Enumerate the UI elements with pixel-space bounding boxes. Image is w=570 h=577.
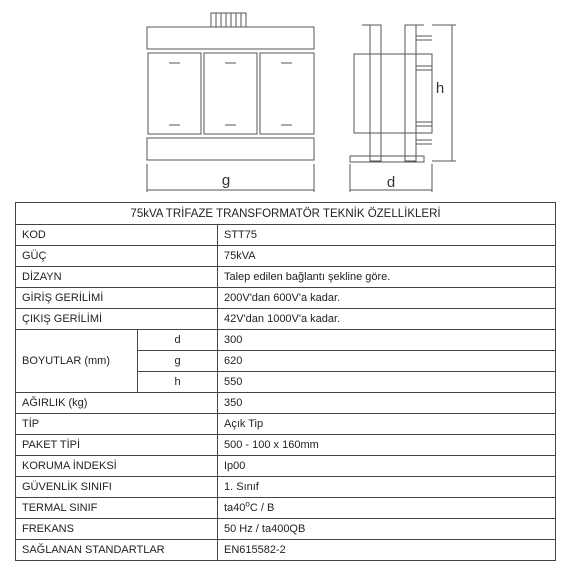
thermal-value xyxy=(218,498,556,519)
row-value: EN615582-2 xyxy=(218,540,556,561)
row-value: Açık Tip xyxy=(218,414,556,435)
row-label: DİZAYN xyxy=(16,267,218,288)
row-label: GİRİŞ GERİLİMİ xyxy=(16,288,218,309)
side-view xyxy=(350,25,456,192)
dimension-row-d xyxy=(16,330,556,351)
dimension-key: h xyxy=(138,372,218,393)
row-value: 350 xyxy=(218,393,556,414)
table-title-row xyxy=(16,203,556,225)
table-row xyxy=(16,456,556,477)
row-value: Talep edilen bağlantı şekline göre. xyxy=(218,267,556,288)
table-row xyxy=(16,498,556,519)
row-value: 42V'dan 1000V'a kadar. xyxy=(218,309,556,330)
table-row xyxy=(16,519,556,540)
dimension-key: g xyxy=(138,351,218,372)
dimensions-label: BOYUTLAR (mm) xyxy=(16,330,138,393)
row-value: 200V'dan 600V'a kadar. xyxy=(218,288,556,309)
dimension-value: 550 xyxy=(218,372,556,393)
table-row xyxy=(16,540,556,561)
row-label: FREKANS xyxy=(16,519,218,540)
thermal-value-post: C / B xyxy=(249,502,275,514)
table-row xyxy=(16,267,556,288)
row-label: ÇIKIŞ GERİLİMİ xyxy=(16,309,218,330)
dimension-value: 620 xyxy=(218,351,556,372)
table-row xyxy=(16,288,556,309)
row-label: TİP xyxy=(16,414,218,435)
row-value: Ip00 xyxy=(218,456,556,477)
row-label: AĞIRLIK (kg) xyxy=(16,393,218,414)
table-row xyxy=(16,393,556,414)
thermal-value-pre: ta40 xyxy=(224,502,246,514)
table-row xyxy=(16,435,556,456)
transformer-drawing xyxy=(0,0,570,200)
table-row xyxy=(16,477,556,498)
table-row xyxy=(16,414,556,435)
dimension-key: d xyxy=(138,330,218,351)
table-row xyxy=(16,246,556,267)
front-view xyxy=(147,13,314,192)
depth-label: d xyxy=(386,174,396,191)
row-value: 75kVA xyxy=(218,246,556,267)
row-value: 500 - 100 x 160mm xyxy=(218,435,556,456)
height-label: h xyxy=(435,80,445,97)
row-value: STT75 xyxy=(218,225,556,246)
row-label: KORUMA İNDEKSİ xyxy=(16,456,218,477)
table-row xyxy=(16,309,556,330)
spec-table xyxy=(15,202,556,561)
width-label: g xyxy=(221,172,231,189)
row-label: GÜÇ xyxy=(16,246,218,267)
dimension-value: 300 xyxy=(218,330,556,351)
row-value: 50 Hz / ta400QB xyxy=(218,519,556,540)
table-title: 75kVA TRİFAZE TRANSFORMATÖR TEKNİK ÖZELLİKLERİ xyxy=(16,203,556,225)
row-label: GÜVENLİK SINIFI xyxy=(16,477,218,498)
row-label: TERMAL SINIF xyxy=(16,498,218,519)
row-label: KOD xyxy=(16,225,218,246)
row-value: 1. Sınıf xyxy=(218,477,556,498)
degree-symbol: o xyxy=(245,499,250,509)
row-label: PAKET TİPİ xyxy=(16,435,218,456)
table-row xyxy=(16,225,556,246)
row-label: SAĞLANAN STANDARTLAR xyxy=(16,540,218,561)
